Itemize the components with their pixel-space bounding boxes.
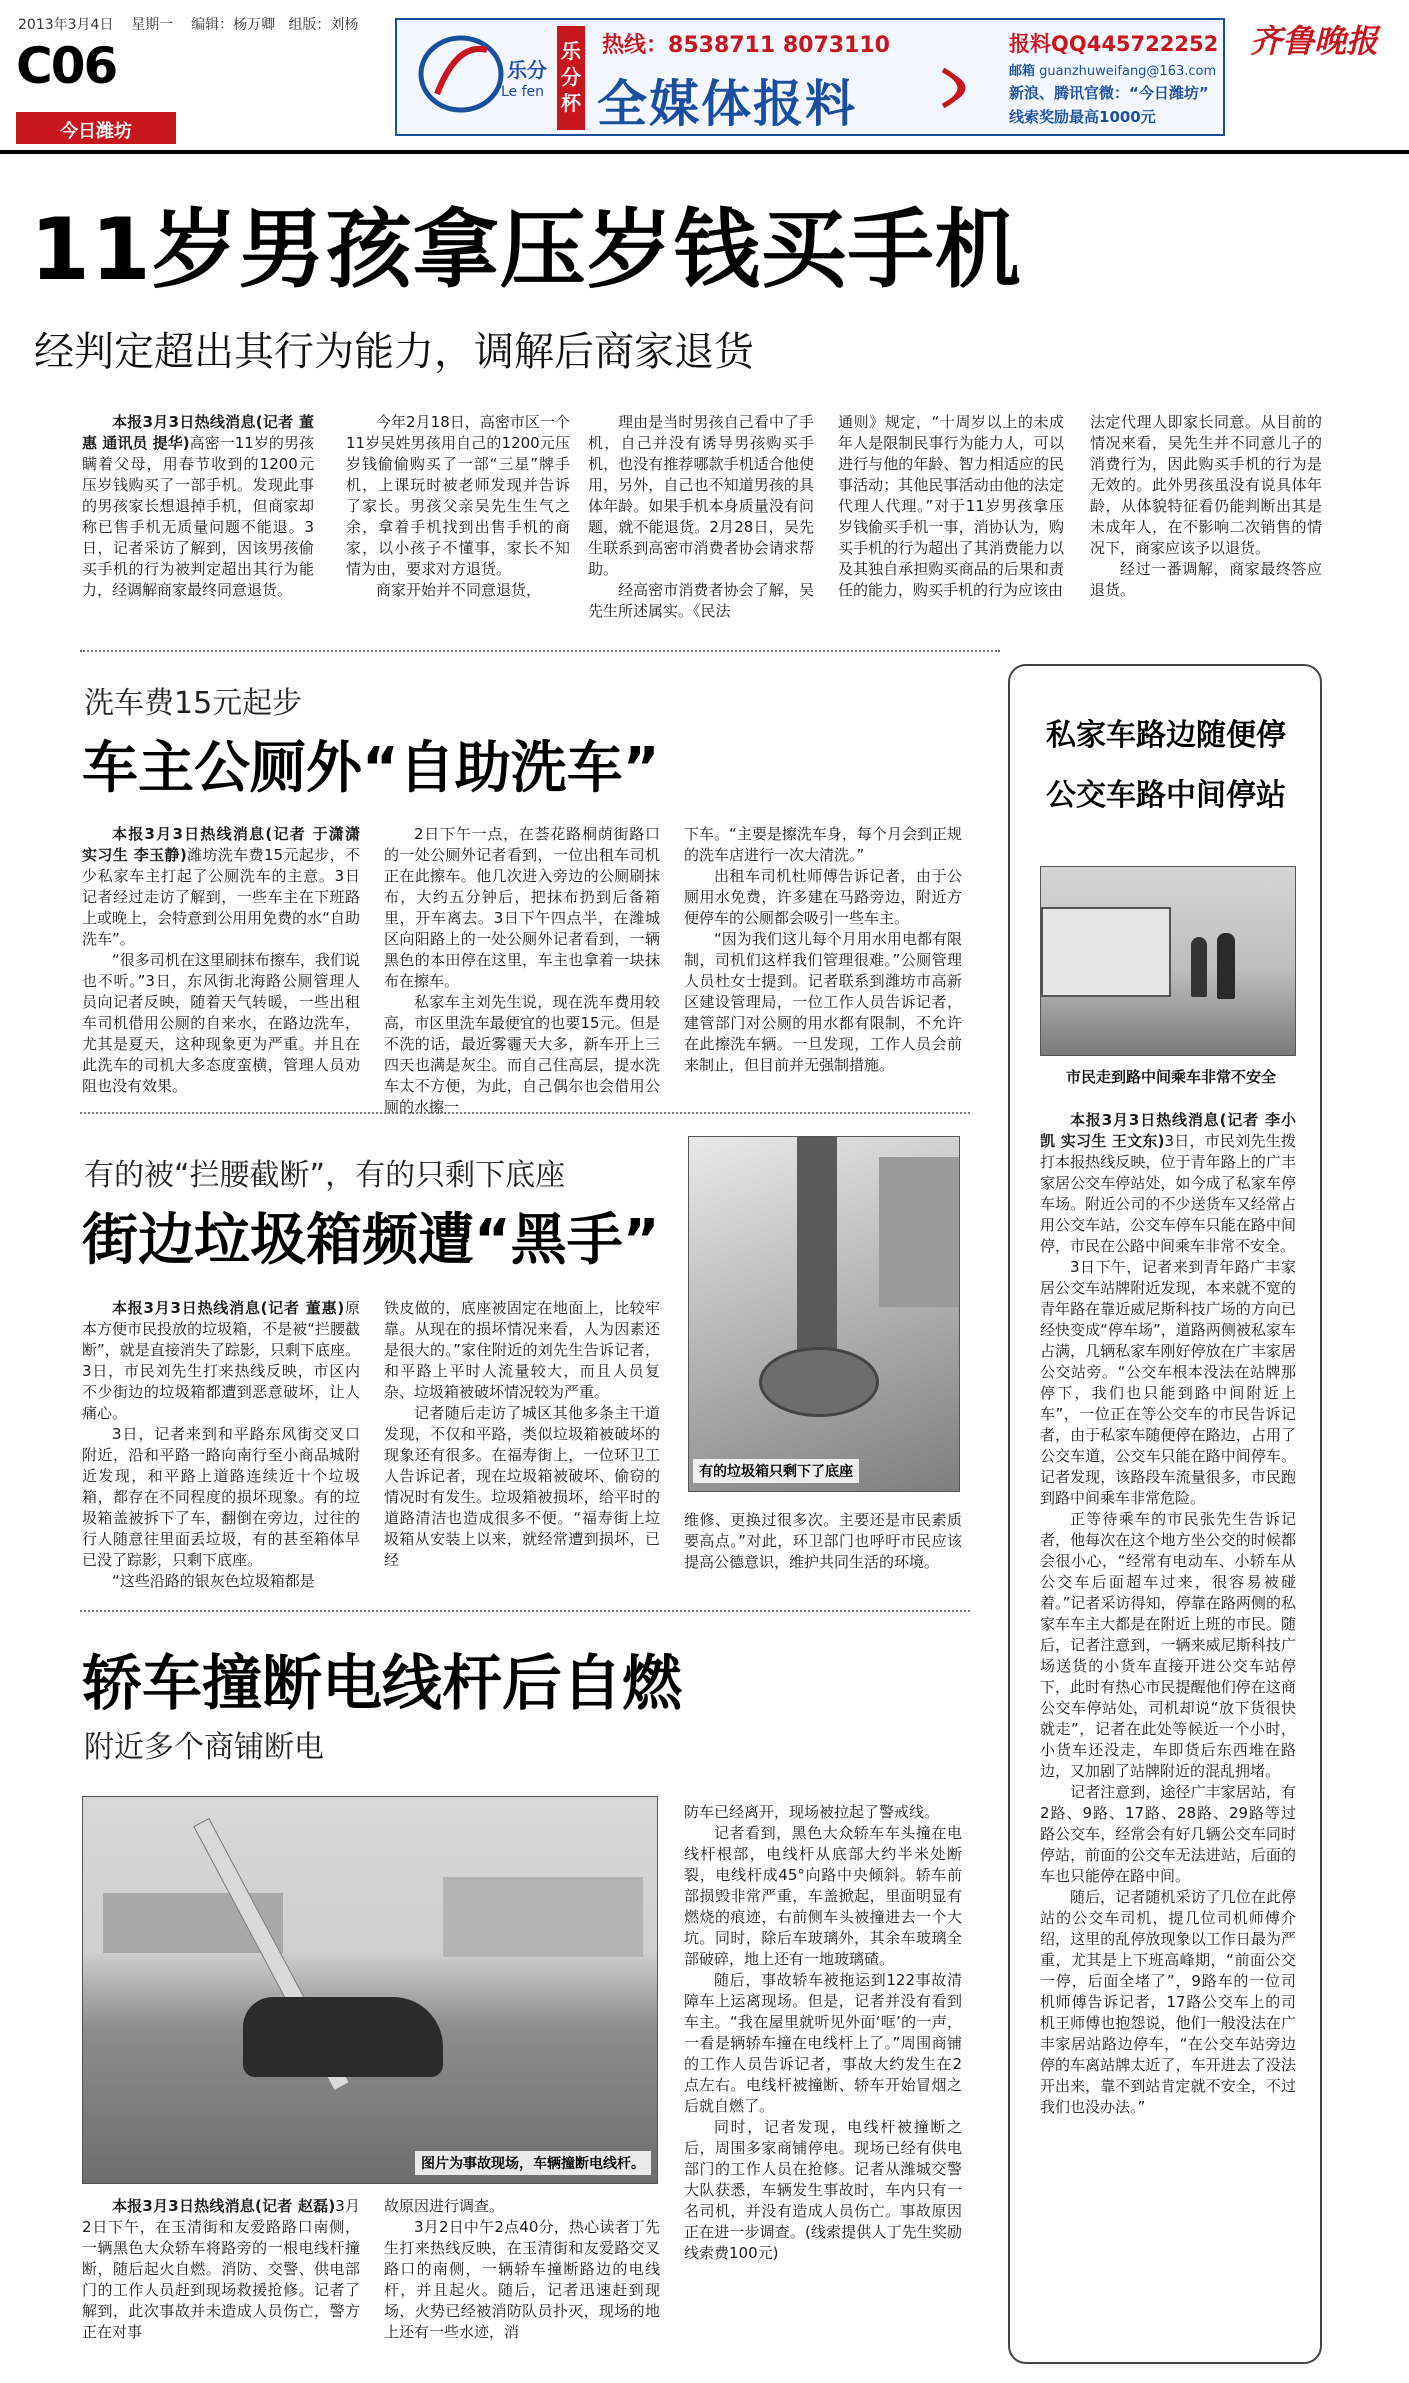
article4-headline: 轿车撞断电线杆后自燃 [82,1649,682,1719]
article3-col3-text: 维修、更换过很多次。主要还是市民素质要高点。”对此，环卫部门也呼吁市民应该提高公德意识，维护共同生活的环境。 [684,1511,962,1571]
sidebar-headline-2: 公交车路中间停站 [1046,778,1286,813]
signal-icon [937,60,987,116]
article3-col2b-text: 记者随后走访了城区其他多条主干道发现，不仅和平路，类似垃圾箱被破坏的现象还有很多。在福寿街上，一位环卫工人告诉记者，现在垃圾箱被破坏、偷窃的情况时有发生。垃圾箱被损坏，给平时的道路清洁也造成很多不便。“福寿街上垃圾箱从安装上以来，就经常遭到损坏，已经 [384,1404,660,1569]
article1-col3b-text: 经高密市消费者协会了解，吴先生所述属实。《民法 [588,581,814,620]
sidebar-lead: 本报3月3日热线消息(记者 李小凯 实习生 王文东) [1040,1111,1296,1150]
car-shape [243,1997,443,2077]
ad-hotline [602,28,890,59]
article4-col3d-text: 同时，记者发现，电线杆被撞断之后，周围多家商铺停电。现场已经有供电部门的工作人员在抢修。记者从潍城交警大队获悉，车辆发生事故时，车内只有一名司机，并没有造成人员伤亡。事故原因正在进一步调查。(线索提供人丁先生奖励线索费100元) [684,2118,962,2262]
article1-col5-text: 法定代理人即家长同意。从目前的情况来看，吴先生并不同意儿子的消费行为，因此购买手机的行为是无效的。此外男孩虽没有说具体年龄，从体貌特征看仍能判断出其是未成年人，在不影响二次销售的情况下，商家应该予以退货。 [1090,413,1322,557]
page-header [0,0,1409,150]
section-label: 今日潍坊 [60,121,132,142]
ad-qq: 报料QQ445722252 [1009,32,1219,56]
article2-col3b-text: 出租车司机杜师傅告诉记者，由于公厕用水免费，许多建在马路旁边，附近方便停车的公厕都会吸引一些车主。 [684,867,962,927]
sidebar-photo [1040,866,1296,1056]
article4-photo [82,1796,658,2184]
article2-col3-text: 下车。“主要是擦洗车身，每个月会到正规的洗车店进行一次大清洗。” [684,825,962,864]
sidebar-body-c: 正等待乘车的市民张先生告诉记者，他每次在这个地方坐公交的时候都会很小心，“经常有电动车、小轿车从公交车后面超车过来，很容易被碰着。”记者采访得知，停靠在路两侧的私家车车主大都是在附近上班的市民。随后，记者注意到，一辆来威尼斯科技广场送货的小货车直接开进公交车站停下，此时有热心市民提醒他们停在这商公交车停站处，司机却说“放下货很快就走”，记者在此处等候近一个小时，小货车还没走，车即货后东西堆在路边，又加剧了站牌附近的混乱拥堵。 [1040,1510,1296,1780]
ad-banner [395,18,1225,136]
bin-base-shape [759,1347,879,1417]
person-shape [1191,937,1207,997]
article3-kicker: 有的被“拦腰截断”，有的只剩下底座 [84,1158,566,1193]
article2-col2 [384,824,660,1118]
article2-col2-text: 2日下午一点，在荟花路桐荫街路口的一处公厕外记者看到，一位出租车司机正在此擦车。他几次进入旁边的公厕刷抹布，大约五分钟后，把抹布扔到后备箱里，开车离去。3日下午四点半，在潍城区向阳路上的一处公厕外记者看到，一辆黑色的本田停在这里，车主也拿着一块抹布在擦车。 [384,825,660,990]
article4-col2b-text: 3月2日中午2点40分，热心读者丁先生打来热线反映，在玉清街和友爱路交叉路口的南侧，一辆轿车撞断路边的电线杆，并且起火。随后，记者迅速赶到现场，火势已经被消防队员扑灭，现场的地上还有一些水迹，消 [384,2218,660,2341]
article3-col1-text: 原本方便市民投放的垃圾箱，不是被“拦腰截断”，就是直接消失了踪影，只剩下底座。3日，市民刘先生打来热线反映，市区内不少街边的垃圾箱都遭到恶意破坏，让人痛心。 [82,1299,360,1422]
sidebar-headline-1: 私家车路边随便停 [1046,718,1286,753]
article1-col2 [346,412,570,601]
ad-hotline-label: 热线： [602,33,669,58]
article3-col2-text: 铁皮做的，底座被固定在地面上，比较牢靠。从现在的损坏情况来看，人为因素还是很大的。”家住附近的刘先生告诉记者，和平路上平时人流量较大，而且人员复杂、垃圾箱被破坏情况较为严重。 [384,1299,660,1401]
article2-lead: 本报3月3日热线消息(记者 于潇潇 实习生 李玉静) [82,825,360,864]
article1-col3 [588,412,814,622]
article4-col1 [82,2196,360,2343]
ad-hotline-numbers: 8538711 8073110 [668,33,890,58]
article4-col1-text: 3月2日下午，在玉清街和友爱路路口南侧，一辆黑色大众轿车将路旁的一根电线杆撞断，随后起火自燃。消防、交警、供电部门的工作人员赶到现场救援抢修。记者了解到，此次事故并未造成人员伤亡，警方正在对事 [82,2197,361,2341]
article1-col2b-text: 商家开始并不同意退货， [376,581,542,599]
ad-brand-side: 乐分杯 [557,26,585,130]
article4-col3-text: 防车已经离开，现场被拉起了警戒线。 [684,1803,940,1821]
page-number: C06 [16,37,117,95]
article4-subhead: 附近多个商铺断电 [84,1730,324,1765]
divider-article1 [80,650,1000,652]
header-rule [0,150,1409,154]
tree-trunk-shape [797,1137,837,1367]
article2-col2b-text: 私家车主刘先生说，现在洗车费用较高，市区里洗车最便宜的也要15元。但是不洗的话，最近雾霾天大多，新车开上三四天也满是灰尘。而自己住高层，提水洗车太不方便，为此，自己偶尔也会借用公厕的水擦一 [384,993,660,1116]
sidebar-body-text: 3日，市民刘先生拨打本报热线反映，位于青年路上的广丰家居公交车停站处，如今成了私家车停车场。附近公司的不少送货车又经常占用公交车站，公交车停车只能在路中间停，市民在公路中间乘车非常不安全。 [1040,1132,1296,1255]
article4-photo-caption: 图片为事故现场，车辆撞断电线杆。 [415,2151,651,2175]
bus-shape [1041,907,1171,997]
article3-col1b-text: 3日，记者来到和平路东风街交叉口附近，沿和平路一路向南行至小商品城附近发现，和平路上道路连续近十个垃圾箱，都存在不同程度的损坏现象。有的垃圾箱盖被拆下了车，翻倒在旁边，过往的行人随意往里面丢垃圾，有的甚至箱体早已没了踪影，只剩下底座。 [82,1425,360,1569]
weekday-text: 星期一 [131,17,174,33]
article1-headline: 11岁男孩拿压岁钱买手机 [30,200,1022,300]
divider-article2 [80,1112,970,1114]
article1-col1 [82,412,314,601]
sidebar-body [1040,1110,1296,2118]
article3-lead: 本报3月3日热线消息(记者 董惠) [112,1299,345,1317]
article3-col1c-text: “这些沿路的银灰色垃圾箱都是 [112,1572,315,1590]
layout-text: 组版：刘杨 [288,17,359,33]
ad-brand-en: Le fen [501,84,545,100]
article4-lead: 本报3月3日热线消息(记者 赵磊) [112,2197,336,2215]
billboard-shape [879,1157,960,1307]
date-text: 2013年3月4日 [18,17,114,33]
lefen-logo-icon [417,32,505,116]
article3-headline: 街边垃圾箱频遭“黑手” [82,1208,660,1273]
article3-col3 [684,1510,962,1573]
article4-col2 [384,2196,660,2343]
article1-col5 [1090,412,1322,601]
article1-subhead: 经判定超出其行为能力，调解后商家退货 [34,329,754,375]
article4-col2-text: 故原因进行调查。 [384,2197,505,2215]
sidebar-body-b: 3日下午，记者来到青年路广丰家居公交车站牌附近发现，本来就不宽的青年路在靠近威尼斯科技广场的方向已经快变成“停车场”，道路两侧被私家车占满，几辆私家车刚好停放在广丰家居公交站旁。“公交车根本没法在站牌那停下，我们也只能到路中间附近上车”，一位正在等公交车的市民告诉记者，由于私家车随便停在路边，占用了公交车道，公交车只能在路中间停车。记者发现，该路段车流量很多，市民跑到路中间乘车非常危险。 [1040,1258,1296,1507]
article3-photo [688,1136,960,1492]
article2-col3 [684,824,962,1076]
ad-brand-cn: 乐分 [507,58,547,82]
article4-col3b-text: 记者看到，黑色大众轿车车头撞在电线杆根部，电线杆从底部大约半米处断裂，电线杆成45°向路中央倾斜。轿车前部损毁非常严重，车盖掀起，里面明显有燃烧的痕迹，右前侧车头被撞进去一个大坑。同时，除后车玻璃外，其余车玻璃全部破碎，地上还有一地玻璃碴。 [684,1824,962,1968]
article4-col3c-text: 随后，事故轿车被拖运到122事故清障车上运离现场。但是，记者并没有看到车主。“我在屋里就听见外面‘哐’的一声，一看是辆轿车撞在电线杆上了。”周围商铺的工作人员告诉记者，事故大约发生在2点左右。电线杆被撞断、轿车开始冒烟之后就自燃了。 [684,1971,962,2115]
ad-slogan: 全媒体报料 [597,75,857,133]
article1-col4 [838,412,1064,601]
ad-reward: 线索奖励最高1000元 [1009,108,1156,126]
article1-col2-text: 今年2月18日，高密市区一个11岁吴姓男孩用自己的1200元压岁钱偷偷购买了一部“三星”牌手机，上课玩时被老师发现并告诉了家长。男孩父亲吴先生生气之余，拿着手机找到出售手机的商家，以小孩子不懂事，家长不知情为由，要求对方退货。 [346,413,570,578]
sidebar-photo-caption: 市民走到路中间乘车非常不安全 [1066,1068,1277,1086]
masthead-logo: 齐鲁晚报 [1250,22,1379,60]
article1-lead: 本报3月3日热线消息(记者 董惠 通讯员 提华) [82,413,314,452]
ad-email-address: guanzhuweifang@163.com [1039,64,1217,79]
sidebar-body-d: 记者注意到，途径广丰家居站，有2路、9路、17路、28路、29路等过路公交车，经常会有好几辆公交车同时停站，前面的公交车无法进站，后面的车也只能停在路中间。 [1040,1783,1296,1885]
article2-headline: 车主公厕外“自助洗车” [82,736,660,801]
article3-col1 [82,1298,360,1592]
article2-col3c-text: “因为我们这儿每个月用水用电都有限制，司机们这样我们管理很难。”公厕管理人员杜女士提到。记者联系到潍坊市高新区建设管理局，一位工作人员告诉记者，建管部门对公厕的用水都有限制，不允许在此擦洗车辆。一旦发现，工作人员会前来制止，但目前并无强制措施。 [684,930,962,1074]
ad-email-label: 邮箱 [1009,64,1036,79]
article2-col1b-text: “很多司机在这里刷抹布擦车，我们说也不听。”3日，东风街北海路公厕管理人员向记者反映，随着天气转暖，一些出租车司机借用公厕的自来水，在路边洗车，尤其是夏天，这种现象更为严重。并且在此洗车的司机大多态度蛮横，管理人员劝阻也没有效果。 [82,951,360,1095]
divider-article3 [80,1610,970,1612]
article1-col5b-text: 经过一番调解，商家最终答应退货。 [1090,560,1322,599]
editor-text: 编辑：杨万卿 [191,17,276,33]
article2-col1-text: 潍坊洗车费15元起步，不少私家车主打起了公厕洗车的主意。3日记者经过走访了解到，一些车主在下班路上或晚上，会特意到公用用免费的水“自助洗车”。 [82,846,360,948]
article3-photo-caption: 有的垃圾箱只剩下了底座 [693,1459,859,1483]
sidebar-box [1008,664,1322,2364]
section-tab [16,112,176,144]
header-date [18,14,358,34]
article2-col1 [82,824,360,1097]
building-shape-2 [443,1877,643,1957]
person-shape-2 [1217,933,1235,999]
ad-weibo: 新浪、腾讯官微：“今日潍坊” [1009,84,1209,102]
article1-col4-text: 通则》规定，“十周岁以上的未成年人是限制民事行为能力人，可以进行与他的年龄、智力相适应的民事活动；其他民事活动由他的法定代理人代理。”对于11岁男孩拿压岁钱偷买手机一事，消协认为，购买手机的行为超出了其消费能力以及其独自承担购买商品的后果和责任的能力，购买手机的行为应该由 [838,413,1064,599]
sidebar-body-e: 随后，记者随机采访了几位在此停站的公交车司机，提几位司机师傅介绍，这里的乱停放现象以工作日最为严重，尤其是上下班高峰期，“前面公交一停，后面全堵了”，9路车的一位司机师傅告诉记者，17路公交车上的司机王师傅也抱怨说，他们一般没法在广丰家居站路边停车，“在公交车站旁边停的车离站牌太近了，车开进去了没法开出来，靠不到站肯定就不安全，不过我们也没办法。” [1040,1888,1296,2116]
article4-col3 [684,1802,962,2264]
article1-col1-text: 高密一11岁的男孩瞒着父母，用春节收到的1200元压岁钱购买了一部手机。发现此事的男孩家长想退掉手机，但商家却称已售手机无质量问题不能退。3日，记者采访了解到，因该男孩偷买手机的行为被判定超出其行为能力，经调解商家最终同意退货。 [82,434,314,599]
article3-col2 [384,1298,660,1571]
article2-kicker: 洗车费15元起步 [84,686,303,721]
article1-col3-text: 理由是当时男孩自己看中了手机，自己并没有诱导男孩购买手机，也没有推荐哪款手机适合他使用，另外，自己也不知道男孩的具体年龄。如果手机本身质量没有问题，就不能退货。2月28日，吴先生联系到高密市消费者协会请求帮助。 [588,413,814,578]
ad-email [1009,60,1216,79]
